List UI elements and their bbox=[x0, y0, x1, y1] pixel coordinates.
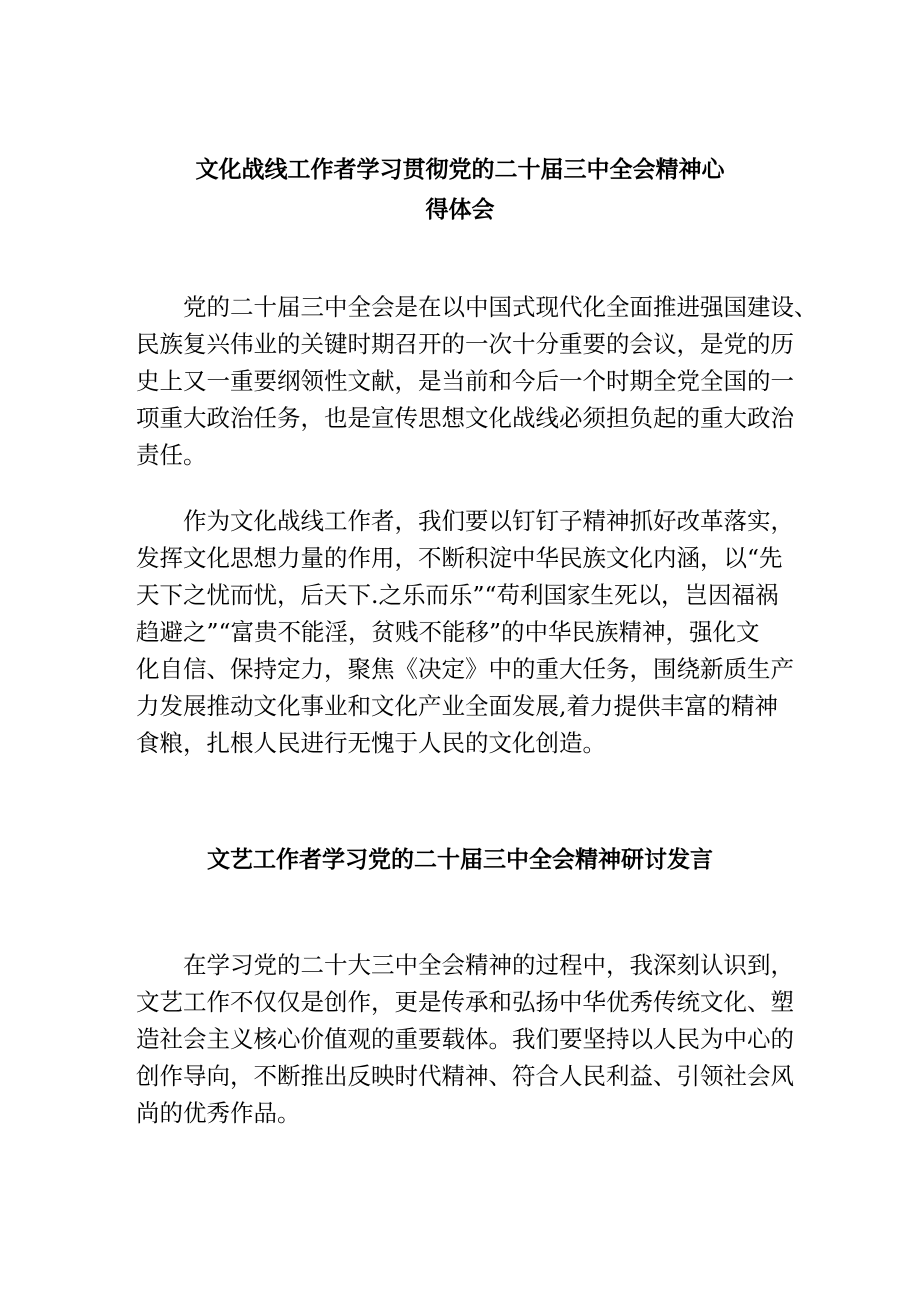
text-line: 史上又一重要纲领性文献，是当前和今后一个时期全党全国的一 bbox=[136, 367, 794, 395]
title-line: 得体会 bbox=[425, 197, 495, 223]
text-line: 文艺工作不仅仅是创作，更是传承和弘扬中华优秀传统文化、塑 bbox=[136, 988, 794, 1016]
text-line: 项重大政治任务，也是宣传思想文化战线必须担负起的重大政治 bbox=[136, 404, 794, 432]
text-line: 创作导向，不断推出反映时代精神、符合人民利益、引领社会风 bbox=[136, 1062, 794, 1090]
section-title bbox=[120, 150, 800, 230]
title-line: 文化战线工作者学习贯彻党的二十届三中全会精神心 bbox=[195, 157, 725, 183]
text-line: 造社会主义核心价值观的重要载体。我们要坚持以人民为中心的 bbox=[136, 1025, 794, 1053]
text-line: 发挥文化思想力量的作用，不断积淀中华民族文化内涵，以“先 bbox=[136, 544, 783, 572]
text-line: 在学习党的二十大三中全会精神的过程中，我深刻认识到， bbox=[183, 951, 794, 979]
text-line: 化自信、保持定力，聚焦《决定》中的重大任务，围绕新质生产 bbox=[136, 655, 794, 683]
text-line: 趋避之”“富贵不能淫，贫贱不能移”的中华民族精神，强化文 bbox=[136, 618, 760, 646]
text-line: 天下之忧而忧，后天下.之乐而乐”“苟利国家生死以，岂因福祸 bbox=[136, 581, 779, 609]
text-line: 作为文化战线工作者，我们要以钉钉子精神抓好改革落实， bbox=[183, 507, 794, 535]
text-line: 党的二十届三中全会是在以中国式现代化全面推进强国建设、 bbox=[183, 293, 818, 321]
title-line: 文艺工作者学习党的二十届三中全会精神研讨发言 bbox=[207, 847, 713, 873]
text-line: 民族复兴伟业的关键时期召开的一次十分重要的会议，是党的历 bbox=[136, 330, 794, 358]
text-line: 责任。 bbox=[136, 441, 207, 469]
text-line: 力发展推动文化事业和文化产业全面发展,着力提供丰富的精神 bbox=[136, 692, 778, 720]
text-line: 食粮，扎根人民进行无愧于人民的文化创造。 bbox=[136, 729, 606, 757]
text-line: 尚的优秀作品。 bbox=[136, 1099, 301, 1127]
section-title bbox=[120, 840, 800, 880]
